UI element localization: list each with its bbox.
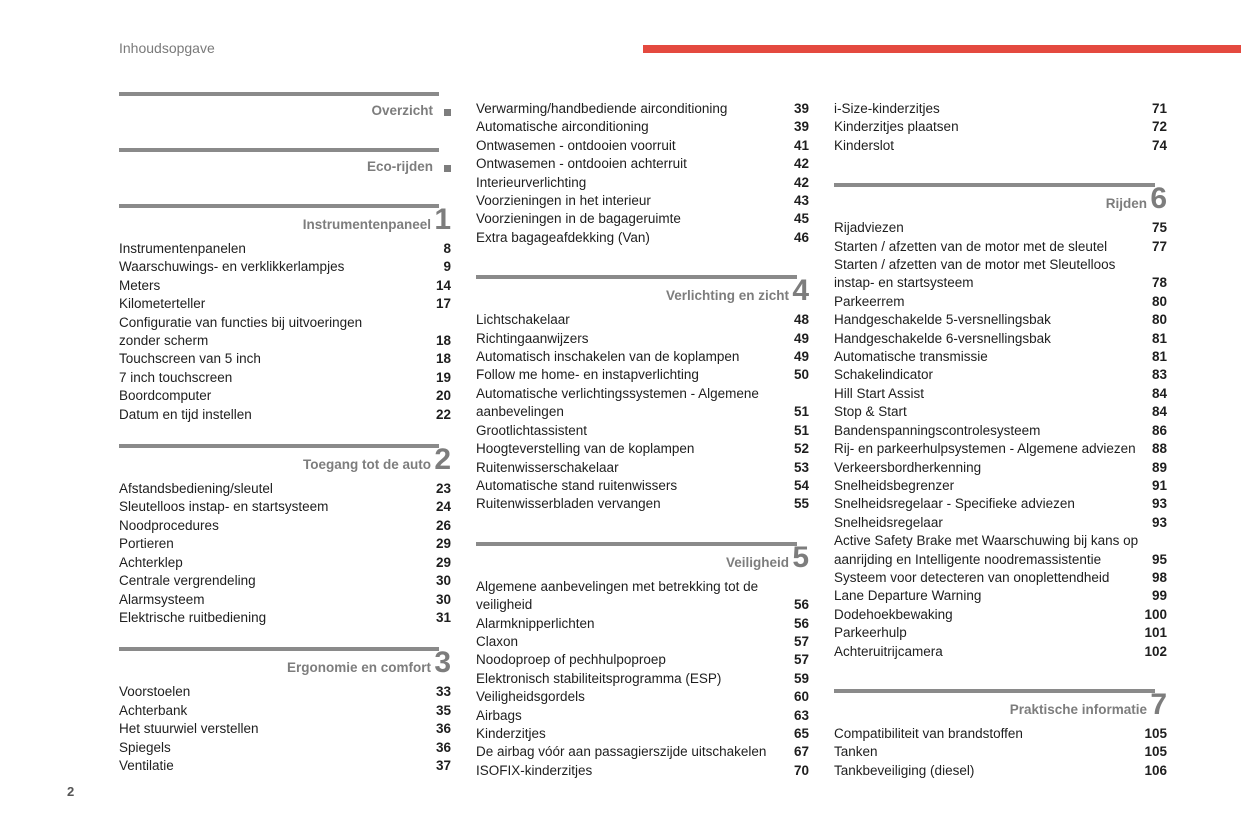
toc-entry-title[interactable]: Extra bagageafdekking (Van) (476, 229, 650, 245)
toc-entry-page[interactable]: 42 (793, 156, 809, 172)
section-title[interactable]: Eco-rijden (366, 159, 433, 174)
toc-entry-page[interactable]: 43 (793, 193, 809, 209)
toc-entry-page[interactable]: 18 (435, 351, 451, 367)
toc-entry-page[interactable]: 41 (793, 137, 809, 153)
toc-entry-title[interactable]: Grootlichtassistent (476, 422, 588, 438)
toc-entry[interactable] (834, 311, 1167, 329)
toc-entry[interactable] (834, 385, 1167, 403)
toc-entry-title[interactable]: Snelheidsbegrenzer (834, 477, 955, 493)
toc-entry-title[interactable]: Hill Start Assist (834, 385, 925, 401)
toc-entry-title[interactable]: Voorzieningen in het interieur (476, 193, 651, 209)
toc-entry-page[interactable]: 88 (1151, 441, 1167, 457)
toc-entry[interactable] (119, 480, 451, 498)
page-header-title: Inhoudsopgave (119, 40, 215, 56)
toc-entry-title[interactable]: Ontwasemen - ontdooien achterruit (476, 156, 687, 172)
toc-entry-title[interactable]: Achterklep (119, 554, 183, 570)
toc-entry-title[interactable]: Handgeschakelde 5-versnellingsbak (834, 312, 1051, 328)
toc-entry[interactable] (476, 615, 809, 633)
toc-entry-title[interactable]: Parkeerhulp (834, 625, 907, 641)
toc-entry[interactable] (476, 192, 809, 210)
toc-column-2 (476, 100, 809, 780)
toc-entry-page[interactable]: 102 (1144, 643, 1167, 659)
toc-entry[interactable] (119, 295, 451, 313)
toc-entry-title[interactable]: Lichtschakelaar (476, 312, 570, 328)
section-title[interactable]: Ergonomie en comfort (286, 660, 431, 676)
toc-entry[interactable] (834, 293, 1167, 311)
section-header[interactable] (119, 443, 451, 480)
toc-entry-title[interactable]: ISOFIX-kinderzitjes (476, 762, 593, 778)
toc-entry-page[interactable]: 45 (793, 211, 809, 227)
toc-entry-page[interactable]: 101 (1144, 625, 1167, 641)
section-5 (476, 542, 809, 780)
toc-entry-title[interactable]: Ontwasemen - ontdooien voorruit (476, 137, 676, 153)
toc-entry-title[interactable]: Bandenspanningscontrolesysteem (834, 422, 1041, 438)
toc-entry[interactable] (834, 532, 1167, 569)
toc-entry-title[interactable] (476, 578, 794, 615)
toc-entry-page[interactable]: 26 (435, 517, 451, 533)
section-number: 6 (1150, 182, 1167, 216)
toc-entry-page[interactable]: 65 (793, 725, 809, 741)
toc-entry-page[interactable]: 9 (443, 259, 451, 275)
toc-entry[interactable] (119, 757, 451, 775)
section-3-continued (476, 100, 809, 247)
toc-entry[interactable] (476, 422, 809, 440)
toc-entry-page[interactable]: 56 (793, 597, 809, 613)
toc-column-3 (834, 100, 1167, 780)
toc-entry-page[interactable]: 80 (1151, 312, 1167, 328)
toc-entry-title[interactable] (834, 256, 1152, 293)
toc-entry-title[interactable]: 7 inch touchscreen (119, 369, 233, 385)
toc-entry-page[interactable]: 98 (1151, 569, 1167, 585)
toc-entry-page[interactable]: 70 (793, 762, 809, 778)
toc-entry-page[interactable]: 30 (435, 573, 451, 589)
toc-entry-title[interactable]: Kinderzitjes (476, 725, 546, 741)
toc-entry[interactable] (476, 366, 809, 384)
toc-entry[interactable] (834, 348, 1167, 366)
page-number: 2 (67, 784, 75, 799)
toc-entry-title[interactable]: Achterbank (119, 702, 188, 718)
section-title[interactable]: Rijden (1105, 196, 1147, 212)
toc-entry[interactable] (834, 256, 1167, 293)
toc-entry-title[interactable]: Richtingaanwijzers (476, 330, 589, 346)
toc-entry-title[interactable]: Snelheidsregelaar - Specifieke adviezen (834, 496, 1075, 512)
toc-entry[interactable] (476, 762, 809, 780)
toc-entry[interactable] (476, 688, 809, 706)
toc-entry[interactable] (834, 137, 1167, 155)
toc-entry-page[interactable]: 51 (793, 422, 809, 438)
toc-entry-title-line[interactable]: Configuratie van functies bij uitvoeringen (119, 314, 363, 330)
toc-entry-page[interactable]: 81 (1151, 330, 1167, 346)
toc-entry-title[interactable]: Follow me home- en instapverlichting (476, 367, 699, 383)
toc-entry[interactable] (834, 495, 1167, 513)
toc-entry-title[interactable]: Automatische airconditioning (476, 119, 649, 135)
toc-entry[interactable] (119, 591, 451, 609)
toc-entry-page[interactable]: 36 (435, 721, 451, 737)
toc-entry-title[interactable]: Voorzieningen in de bagageruimte (476, 211, 681, 227)
toc-entry[interactable] (834, 422, 1167, 440)
toc-entry-page[interactable]: 105 (1144, 744, 1167, 760)
toc-entry-title-line[interactable]: Algemene aanbevelingen met betrekking tot de (476, 578, 759, 594)
toc-entry[interactable] (476, 311, 809, 329)
toc-entry-page[interactable]: 59 (793, 670, 809, 686)
toc-entry[interactable] (476, 229, 809, 247)
toc-entry-page[interactable]: 74 (1151, 137, 1167, 153)
toc-entry[interactable] (119, 369, 451, 387)
toc-entry-title[interactable]: Starten / afzetten van de motor met de sleutel (834, 238, 1108, 254)
toc-entry-title[interactable]: Veiligheidsgordels (476, 689, 585, 705)
toc-entry[interactable] (834, 725, 1167, 743)
toc-entry[interactable] (476, 651, 809, 669)
toc-entry-title[interactable]: Schakelindicator (834, 367, 934, 383)
toc-entry-title[interactable]: Afstandsbediening/sleutel (119, 481, 273, 497)
toc-entry[interactable] (476, 330, 809, 348)
toc-entry-page[interactable]: 8 (443, 241, 451, 256)
toc-entry-page[interactable]: 35 (435, 702, 451, 718)
section-header[interactable] (119, 92, 439, 128)
toc-entry[interactable] (119, 517, 451, 535)
toc-entry-page[interactable]: 36 (435, 739, 451, 755)
section-header[interactable] (119, 646, 451, 683)
toc-entry[interactable] (834, 403, 1167, 421)
toc-entry-page[interactable]: 57 (793, 652, 809, 668)
toc-entry-title[interactable]: Ruitenwisserschakelaar (476, 459, 619, 475)
toc-entry-page[interactable]: 78 (1151, 275, 1167, 291)
toc-entry-title[interactable]: Elektronisch stabiliteitsprogramma (ESP) (476, 670, 722, 686)
toc-entry-page[interactable]: 19 (435, 369, 451, 385)
toc-entry-title[interactable]: Ruitenwisserbladen vervangen (476, 496, 661, 512)
toc-entry-title[interactable]: Alarmknipperlichten (476, 615, 595, 631)
toc-entry-page[interactable]: 75 (1151, 220, 1167, 236)
toc-entry-title[interactable]: Waarschuwings- en verklikkerlampjes (119, 259, 345, 275)
toc-entry[interactable] (834, 762, 1167, 780)
section-number: 5 (792, 540, 809, 574)
toc-entry-title-line[interactable]: aanrijding en Intelligente noodremassistentie (834, 551, 1102, 567)
toc-entry-page[interactable]: 60 (793, 689, 809, 705)
section-title[interactable]: Praktische informatie (1009, 701, 1147, 717)
toc-entry-page[interactable]: 39 (793, 101, 809, 116)
toc-entry-title[interactable]: Achteruitrijcamera (834, 643, 943, 659)
toc-entry-title[interactable]: Tanken (834, 744, 878, 760)
toc-entry-title-line[interactable]: Active Safety Brake met Waarschuwing bij kans op (834, 533, 1139, 549)
toc-entry-page[interactable]: 63 (793, 707, 809, 723)
toc-entry-title[interactable]: Systeem voor detecteren van onoplettendheid (834, 569, 1110, 585)
toc-entry-page[interactable]: 83 (1151, 367, 1167, 383)
toc-entry[interactable] (834, 219, 1167, 237)
toc-entry-page[interactable]: 53 (793, 459, 809, 475)
toc-entry-title[interactable]: Kinderslot (834, 137, 895, 153)
toc-entry[interactable] (834, 330, 1167, 348)
toc-entry-title[interactable]: i-Size-kinderzitjes (834, 101, 940, 116)
toc-entry[interactable] (476, 670, 809, 688)
toc-entry-title[interactable]: Rijadviezen (834, 220, 904, 236)
toc-entry[interactable] (476, 707, 809, 725)
toc-entry-title[interactable]: Automatische stand ruitenwissers (476, 477, 678, 493)
toc-entry[interactable] (834, 514, 1167, 532)
toc-entry[interactable] (119, 554, 451, 572)
toc-entry-title[interactable]: Boordcomputer (119, 388, 212, 404)
toc-entry-title[interactable]: Lane Departure Warning (834, 588, 982, 604)
toc-entry[interactable] (119, 406, 451, 424)
toc-entry-title[interactable]: Sleutelloos instap- en startsysteem (119, 499, 329, 515)
section-7 (834, 689, 1167, 780)
toc-entry-page[interactable]: 89 (1151, 459, 1167, 475)
toc-entry-title[interactable]: Elektrische ruitbediening (119, 609, 267, 625)
toc-entry-page[interactable]: 22 (435, 406, 451, 422)
toc-entry[interactable] (834, 587, 1167, 605)
section-header[interactable] (119, 148, 439, 184)
toc-entry[interactable] (476, 578, 809, 615)
toc-entry[interactable] (476, 477, 809, 495)
toc-entry-title[interactable]: Interieurverlichting (476, 174, 587, 190)
toc-entry[interactable] (834, 624, 1167, 642)
section-number: 3 (434, 646, 451, 680)
section-5-continued (834, 100, 1167, 155)
section-title[interactable]: Toegang tot de auto (303, 457, 431, 473)
toc-entry-page[interactable]: 51 (793, 404, 809, 420)
toc-entry-page[interactable]: 86 (1151, 422, 1167, 438)
toc-entry-title[interactable]: Meters (119, 277, 161, 293)
toc-entry[interactable] (476, 100, 809, 118)
toc-entry-page[interactable]: 91 (1151, 477, 1167, 493)
toc-entry-title[interactable]: Automatische transmissie (834, 349, 988, 365)
toc-entry-title[interactable]: Portieren (119, 536, 174, 552)
toc-entry-title[interactable]: Het stuurwiel verstellen (119, 721, 259, 737)
toc-entry-page[interactable]: 84 (1151, 385, 1167, 401)
toc-column-1 (119, 92, 451, 775)
toc-entry[interactable] (476, 440, 809, 458)
toc-entry-title[interactable] (476, 385, 794, 422)
toc-entry-title-line[interactable]: Automatische verlichtingssystemen - Algemene (476, 385, 759, 401)
toc-entry-title[interactable]: Dodehoekbewaking (834, 606, 953, 622)
toc-entry-page[interactable]: 93 (1151, 514, 1167, 530)
toc-entry[interactable] (119, 572, 451, 590)
toc-entry-page[interactable]: 81 (1151, 349, 1167, 365)
toc-entry-page[interactable]: 23 (435, 481, 451, 497)
toc-entry-page[interactable]: 29 (435, 536, 451, 552)
toc-entry-title-line[interactable]: aanbevelingen (476, 404, 564, 420)
toc-entry-page[interactable]: 18 (435, 333, 451, 349)
toc-entry[interactable] (119, 240, 451, 258)
toc-entry-page[interactable]: 56 (793, 615, 809, 631)
section-number: 4 (792, 274, 809, 308)
toc-entry-title-line[interactable]: instap- en startsysteem (834, 275, 974, 291)
toc-entry-title[interactable]: Ventilatie (119, 757, 174, 773)
toc-entry-page[interactable]: 24 (435, 499, 451, 515)
toc-entry[interactable] (119, 314, 451, 351)
toc-entry-page[interactable]: 14 (435, 277, 451, 293)
toc-entry-title[interactable]: Claxon (476, 633, 519, 649)
toc-entry-title-line[interactable]: veiligheid (476, 597, 533, 613)
toc-entry[interactable] (476, 137, 809, 155)
section-2 (119, 444, 451, 627)
toc-entry-page[interactable]: 42 (793, 174, 809, 190)
toc-entry-page[interactable]: 30 (435, 591, 451, 607)
toc-entry[interactable] (119, 702, 451, 720)
section-overzicht (119, 92, 451, 128)
section-4 (476, 275, 809, 513)
toc-entry-title[interactable]: Parkeerrem (834, 293, 905, 309)
toc-entry[interactable] (476, 174, 809, 192)
toc-entry-page[interactable]: 29 (435, 554, 451, 570)
section-title[interactable]: Overzicht (371, 103, 433, 118)
header-accent-bar (643, 45, 1241, 53)
section-6 (834, 183, 1167, 661)
toc-entry-title[interactable]: Kinderzitjes plaatsen (834, 119, 959, 135)
toc-entry-page[interactable]: 67 (793, 744, 809, 760)
toc-entry[interactable] (834, 477, 1167, 495)
square-bullet-icon (444, 109, 451, 116)
toc-entry-page[interactable]: 48 (793, 312, 809, 328)
toc-entry-title[interactable]: Spiegels (119, 739, 171, 755)
toc-entry-page[interactable]: 80 (1151, 293, 1167, 309)
toc-entry-page[interactable]: 71 (1151, 101, 1167, 116)
toc-entry-title[interactable]: Centrale vergrendeling (119, 573, 256, 589)
toc-entry-title[interactable]: Tankbeveiliging (diesel) (834, 762, 975, 778)
toc-entry-page[interactable]: 99 (1151, 588, 1167, 604)
section-title[interactable]: Veiligheid (725, 554, 789, 570)
toc-entry-page[interactable]: 105 (1144, 725, 1167, 741)
toc-entry-title[interactable]: Rij- en parkeerhulpsystemen - Algemene adviezen (834, 441, 1136, 457)
section-header[interactable] (476, 274, 809, 311)
toc-entry[interactable] (119, 498, 451, 516)
toc-entry[interactable] (119, 535, 451, 553)
toc-entry-page[interactable]: 50 (793, 367, 809, 383)
toc-entry-title[interactable]: De airbag vóór aan passagierszijde uitschakelen (476, 744, 767, 760)
toc-entry[interactable] (476, 210, 809, 228)
toc-entry[interactable] (834, 643, 1167, 661)
toc-entry-title[interactable]: Airbags (476, 707, 522, 723)
section-title[interactable]: Verlichting en zicht (665, 288, 789, 304)
toc-entry[interactable] (476, 725, 809, 743)
toc-entry-title-line[interactable]: zonder scherm (119, 333, 209, 349)
section-number: 7 (1150, 687, 1167, 721)
toc-entry[interactable] (834, 606, 1167, 624)
toc-entry[interactable] (834, 743, 1167, 761)
toc-entry-page[interactable]: 33 (435, 684, 451, 700)
toc-entry-page[interactable]: 55 (793, 496, 809, 512)
toc-entry[interactable] (834, 569, 1167, 587)
toc-entry-page[interactable]: 39 (793, 119, 809, 135)
toc-entry-title[interactable]: Voorstoelen (119, 684, 191, 700)
toc-entry[interactable] (119, 739, 451, 757)
toc-entry-page[interactable]: 93 (1151, 496, 1167, 512)
toc-entry[interactable] (476, 155, 809, 173)
toc-entry-page[interactable]: 37 (435, 757, 451, 773)
toc-entry[interactable] (476, 118, 809, 136)
toc-entry[interactable] (476, 348, 809, 366)
toc-entry-title[interactable]: Verkeersbordherkenning (834, 459, 982, 475)
toc-entry-title[interactable]: Instrumentenpanelen (119, 241, 246, 256)
toc-entry[interactable] (119, 277, 451, 295)
toc-entry-title[interactable]: Touchscreen van 5 inch (119, 351, 261, 367)
section-header[interactable] (476, 540, 809, 578)
toc-entry-title[interactable]: Compatibiliteit van brandstoffen (834, 725, 1023, 741)
toc-entry[interactable] (834, 118, 1167, 136)
toc-entry[interactable] (476, 495, 809, 513)
toc-entry-page[interactable]: 54 (793, 477, 809, 493)
section-number: 2 (434, 443, 451, 477)
toc-entry-page[interactable]: 72 (1151, 119, 1167, 135)
toc-entry-title[interactable] (119, 314, 436, 351)
toc-entry[interactable] (119, 387, 451, 405)
section-3 (119, 647, 451, 775)
section-1 (119, 204, 451, 424)
section-header[interactable] (834, 182, 1167, 219)
toc-entry-page[interactable]: 106 (1144, 762, 1167, 778)
toc-entry[interactable] (119, 258, 451, 276)
toc-entry[interactable] (476, 743, 809, 761)
toc-entry-page[interactable]: 46 (793, 229, 809, 245)
toc-entry[interactable] (834, 238, 1167, 256)
toc-entry[interactable] (119, 720, 451, 738)
toc-entry-page[interactable]: 95 (1151, 551, 1167, 567)
toc-entry-title[interactable]: Automatisch inschakelen van de koplampen (476, 349, 740, 365)
toc-entry-page[interactable]: 49 (793, 330, 809, 346)
toc-entry-title-line[interactable]: Starten / afzetten van de motor met Sleutelloos (834, 257, 1116, 273)
toc-entry-title[interactable]: Noodprocedures (119, 517, 219, 533)
toc-entry-page[interactable]: 100 (1144, 606, 1167, 622)
toc-entry-page[interactable]: 49 (793, 349, 809, 365)
toc-entry[interactable] (119, 609, 451, 627)
section-header[interactable] (119, 203, 451, 240)
toc-entry-title[interactable]: Alarmsysteem (119, 591, 205, 607)
toc-entry-page[interactable]: 20 (435, 388, 451, 404)
toc-entry-page[interactable]: 52 (793, 441, 809, 457)
toc-entry[interactable] (476, 385, 809, 422)
toc-entry[interactable] (119, 350, 451, 368)
section-title[interactable]: Instrumentenpaneel (302, 217, 431, 232)
toc-entry-title[interactable]: Snelheidsregelaar (834, 514, 943, 530)
toc-entry[interactable] (476, 633, 809, 651)
toc-entry-title[interactable]: Verwarming/handbediende airconditioning (476, 101, 728, 116)
toc-entry-title[interactable]: Handgeschakelde 6-versnellingsbak (834, 330, 1051, 346)
toc-entry[interactable] (476, 459, 809, 477)
section-number: 1 (434, 203, 451, 236)
section-header[interactable] (834, 687, 1167, 725)
toc-entry-page[interactable]: 31 (435, 609, 451, 625)
toc-entry[interactable] (834, 366, 1167, 384)
toc-entry[interactable] (119, 683, 451, 701)
toc-entry-page[interactable]: 77 (1151, 238, 1167, 254)
toc-entry[interactable] (834, 440, 1167, 458)
toc-entry-page[interactable]: 84 (1151, 404, 1167, 420)
toc-entry-title[interactable]: Noodoproep of pechhulpoproep (476, 652, 666, 668)
toc-entry-title[interactable]: Stop & Start (834, 404, 907, 420)
toc-entry-page[interactable]: 57 (793, 633, 809, 649)
toc-entry-page[interactable]: 17 (435, 296, 451, 312)
toc-entry[interactable] (834, 100, 1167, 118)
toc-entry[interactable] (834, 459, 1167, 477)
section-eco-rijden (119, 148, 451, 184)
toc-entry-title[interactable]: Hoogteverstelling van de koplampen (476, 441, 695, 457)
toc-entry-title[interactable]: Kilometerteller (119, 296, 206, 312)
square-bullet-icon (444, 165, 451, 172)
toc-entry-title[interactable] (834, 532, 1152, 569)
toc-entry-title[interactable]: Datum en tijd instellen (119, 406, 252, 422)
